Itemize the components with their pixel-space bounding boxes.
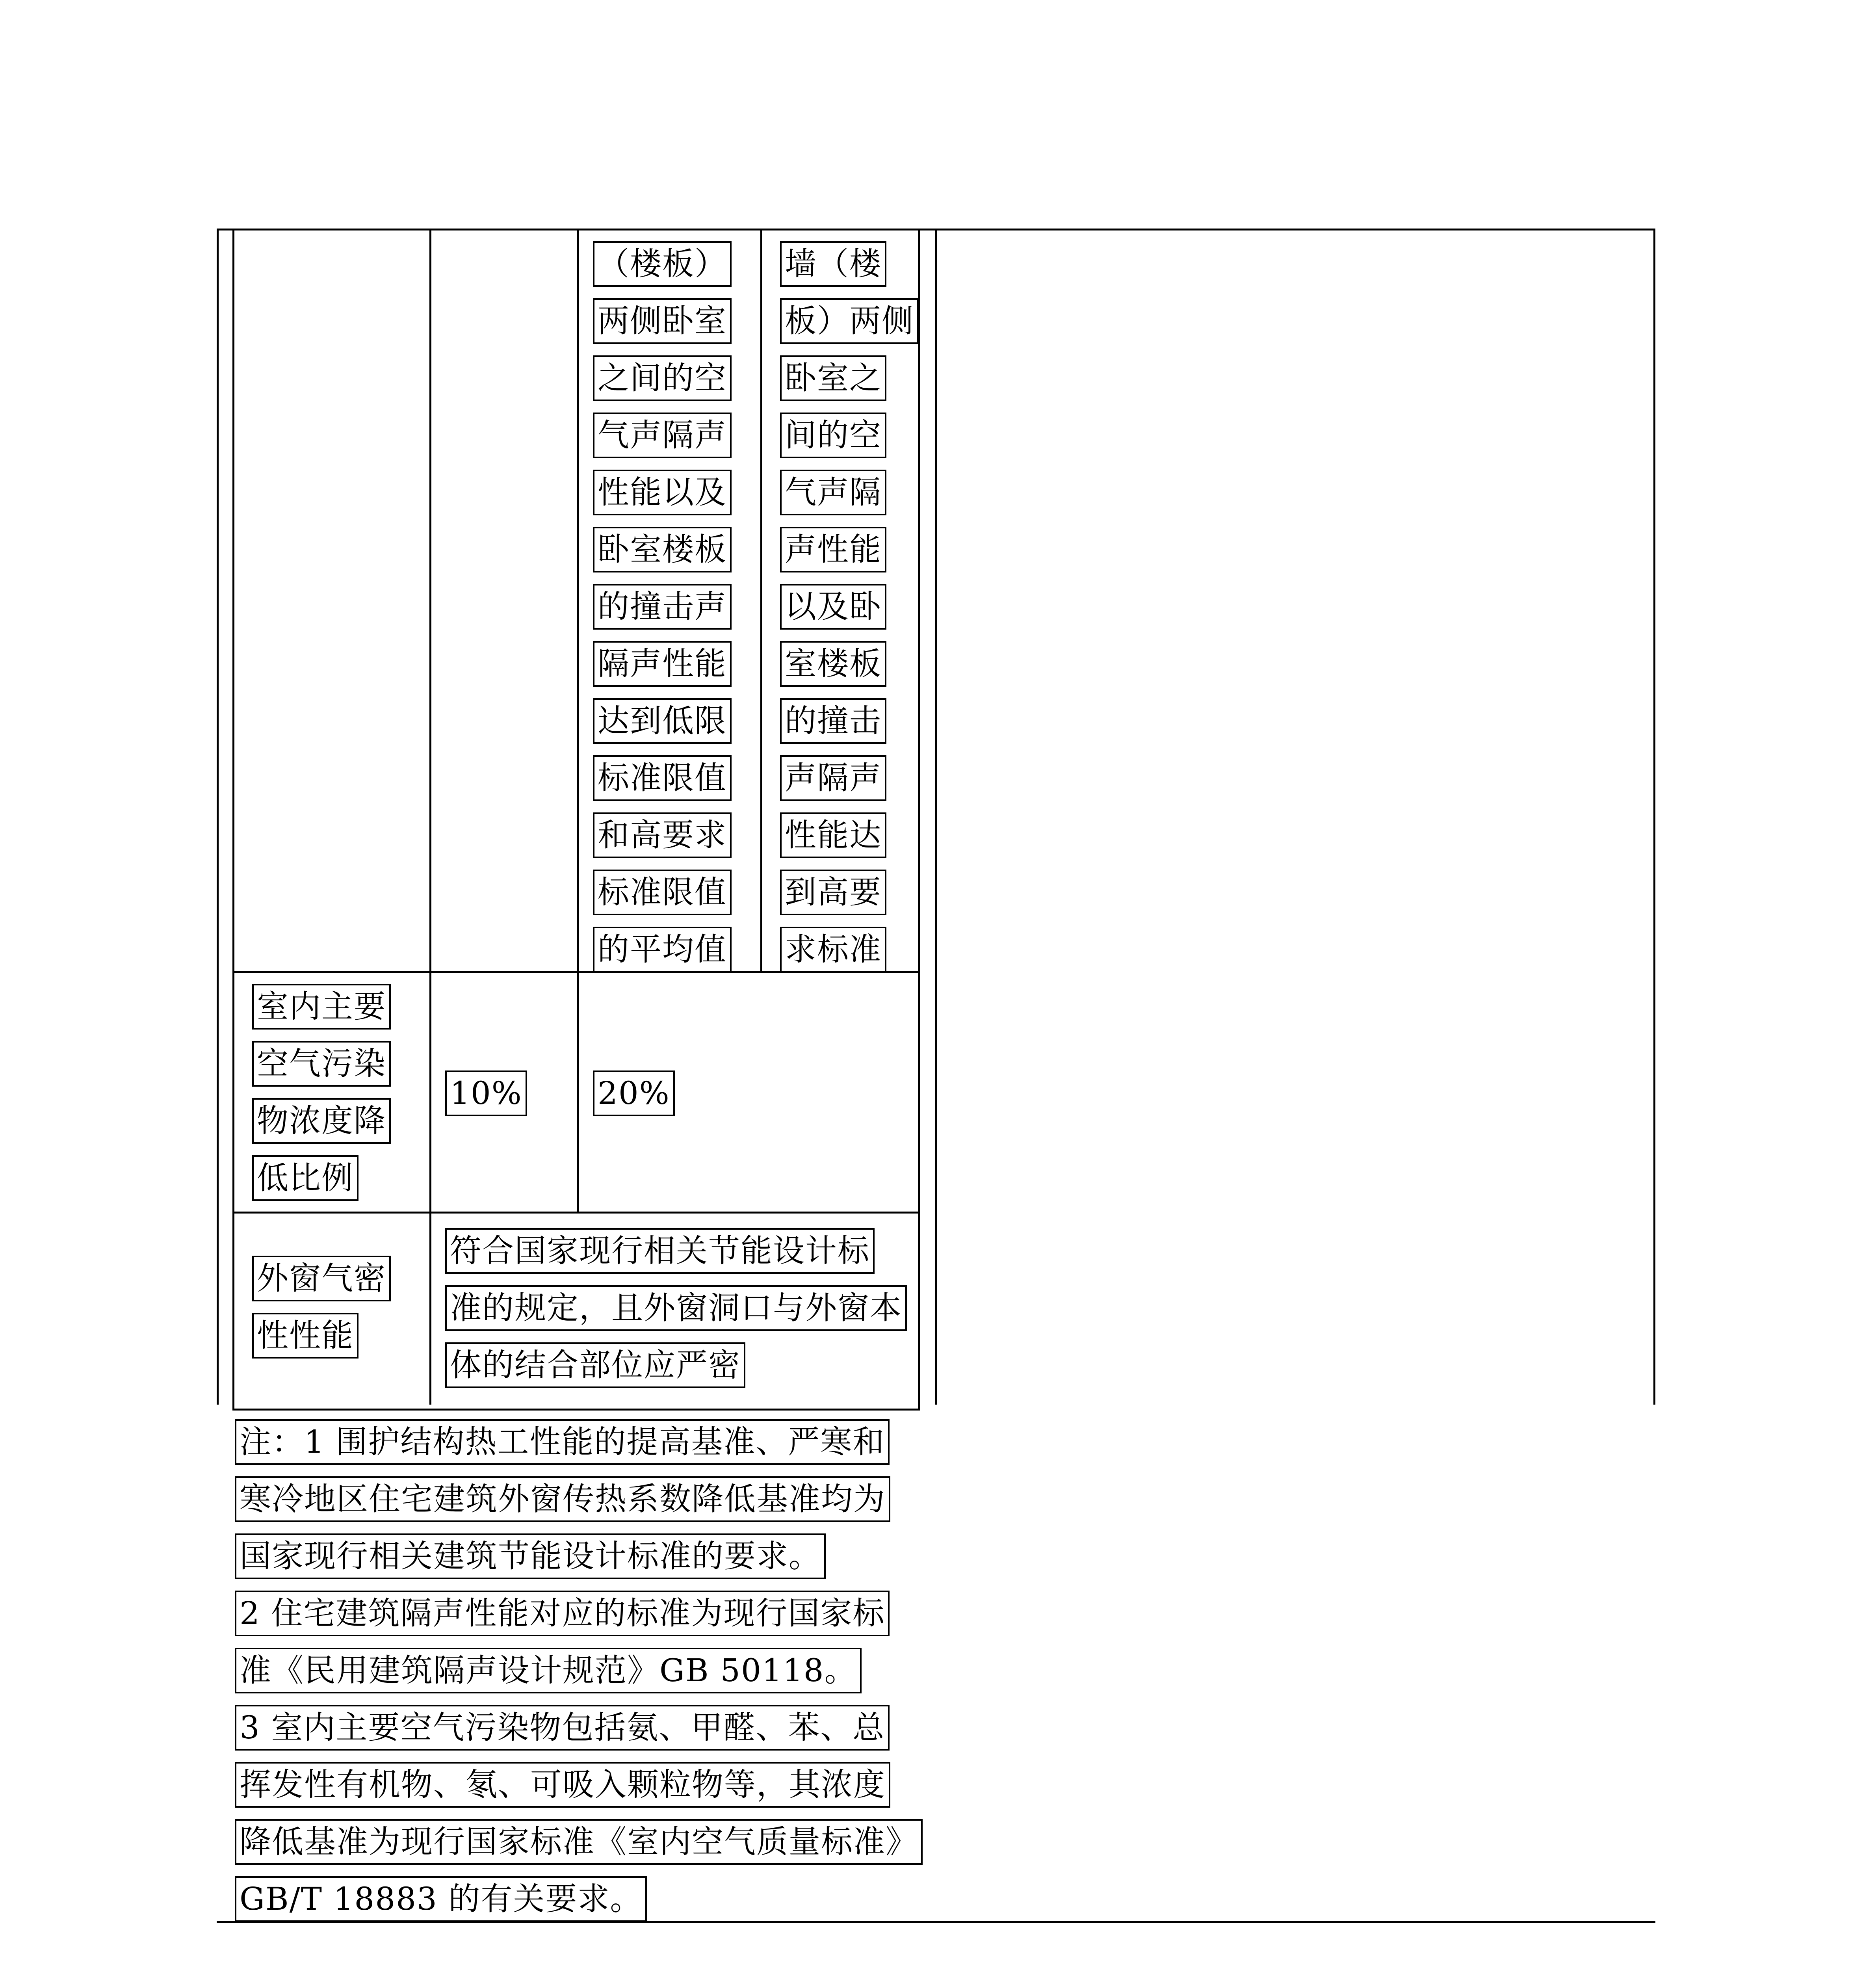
sound-low-line: 的撞击声 [593, 584, 732, 630]
note-line: 准《民用建筑隔声设计规范》GB 50118。 [235, 1648, 862, 1693]
pollutant-low-value: 10% [445, 1070, 527, 1116]
sound-low-line: 两侧卧室 [593, 298, 732, 344]
sound-high-line: 板）两侧 [780, 298, 919, 344]
sound-low-line: 达到低限 [593, 698, 732, 744]
note-line: 2 住宅建筑隔声性能对应的标准为现行国家标 [235, 1591, 890, 1636]
sound-low-line: 隔声性能 [593, 641, 732, 687]
pollutant-label-line: 室内主要 [252, 984, 391, 1030]
sound-high-line: 声隔声 [780, 755, 886, 801]
sound-high-line: 卧室之 [780, 355, 886, 401]
sound-low-line: 气声隔声 [593, 413, 732, 458]
sound-low-line: 性能以及 [593, 470, 732, 515]
window-requirement-line: 符合国家现行相关节能设计标 [445, 1228, 875, 1274]
pollutant-high-value: 20% [593, 1070, 675, 1116]
inner-row-divider-window [232, 1409, 920, 1411]
sound-high-line: 声性能 [780, 527, 886, 572]
sound-low-line: 和高要求 [593, 812, 732, 858]
sound-high-line: 到高要 [780, 870, 886, 915]
pollutant-label-line: 空气污染 [252, 1041, 391, 1087]
outer-right-border [1653, 229, 1655, 1405]
sound-low-line: 卧室楼板 [593, 527, 732, 572]
sound-low-line: 之间的空 [593, 355, 732, 401]
sound-high-line: 墙（楼 [780, 241, 886, 287]
sound-high-line: 间的空 [780, 413, 886, 458]
inner-table-left-border [232, 229, 234, 1411]
sound-low-line: 的平均值 [593, 927, 732, 972]
inner-divider-low-high [577, 229, 579, 1214]
sound-low-line: （楼板） [593, 241, 732, 287]
note-line: 注：1 围护结构热工性能的提高基准、严寒和 [235, 1419, 890, 1465]
sound-high-line: 以及卧 [780, 584, 886, 630]
note-line: 降低基准为现行国家标准《室内空气质量标准》 [235, 1819, 923, 1865]
outer-left-border [217, 229, 219, 1405]
pollutant-label-line: 物浓度降 [252, 1098, 391, 1144]
window-label-line: 外窗气密 [252, 1256, 391, 1301]
sound-high-line: 性能达 [780, 812, 886, 858]
column-divider [935, 229, 937, 1405]
sound-low-line: 标准限值 [593, 870, 732, 915]
note-line: 3 室内主要空气污染物包括氨、甲醛、苯、总 [235, 1705, 890, 1751]
sound-high-line: 气声隔 [780, 470, 886, 515]
inner-divider-label-low [429, 229, 431, 1405]
sound-high-line: 求标准 [780, 927, 886, 972]
note-line: 挥发性有机物、氡、可吸入颗粒物等，其浓度 [235, 1762, 890, 1808]
sound-high-line: 室楼板 [780, 641, 886, 687]
note-line: GB/T 18883 的有关要求。 [235, 1876, 647, 1922]
inner-row-divider-pollutant [232, 1212, 920, 1214]
window-requirement-line: 准的规定，且外窗洞口与外窗本 [445, 1285, 907, 1331]
inner-divider-high-right [760, 229, 762, 971]
window-label-line: 性性能 [252, 1313, 358, 1359]
window-requirement-line: 体的结合部位应严密 [445, 1342, 745, 1388]
sound-high-line: 的撞击 [780, 698, 886, 744]
note-line: 寒冷地区住宅建筑外窗传热系数降低基准均为 [235, 1476, 890, 1522]
inner-table-right-border [918, 229, 920, 1411]
sound-low-line: 标准限值 [593, 755, 732, 801]
note-line: 国家现行相关建筑节能设计标准的要求。 [235, 1533, 826, 1579]
pollutant-label-line: 低比例 [252, 1155, 358, 1201]
